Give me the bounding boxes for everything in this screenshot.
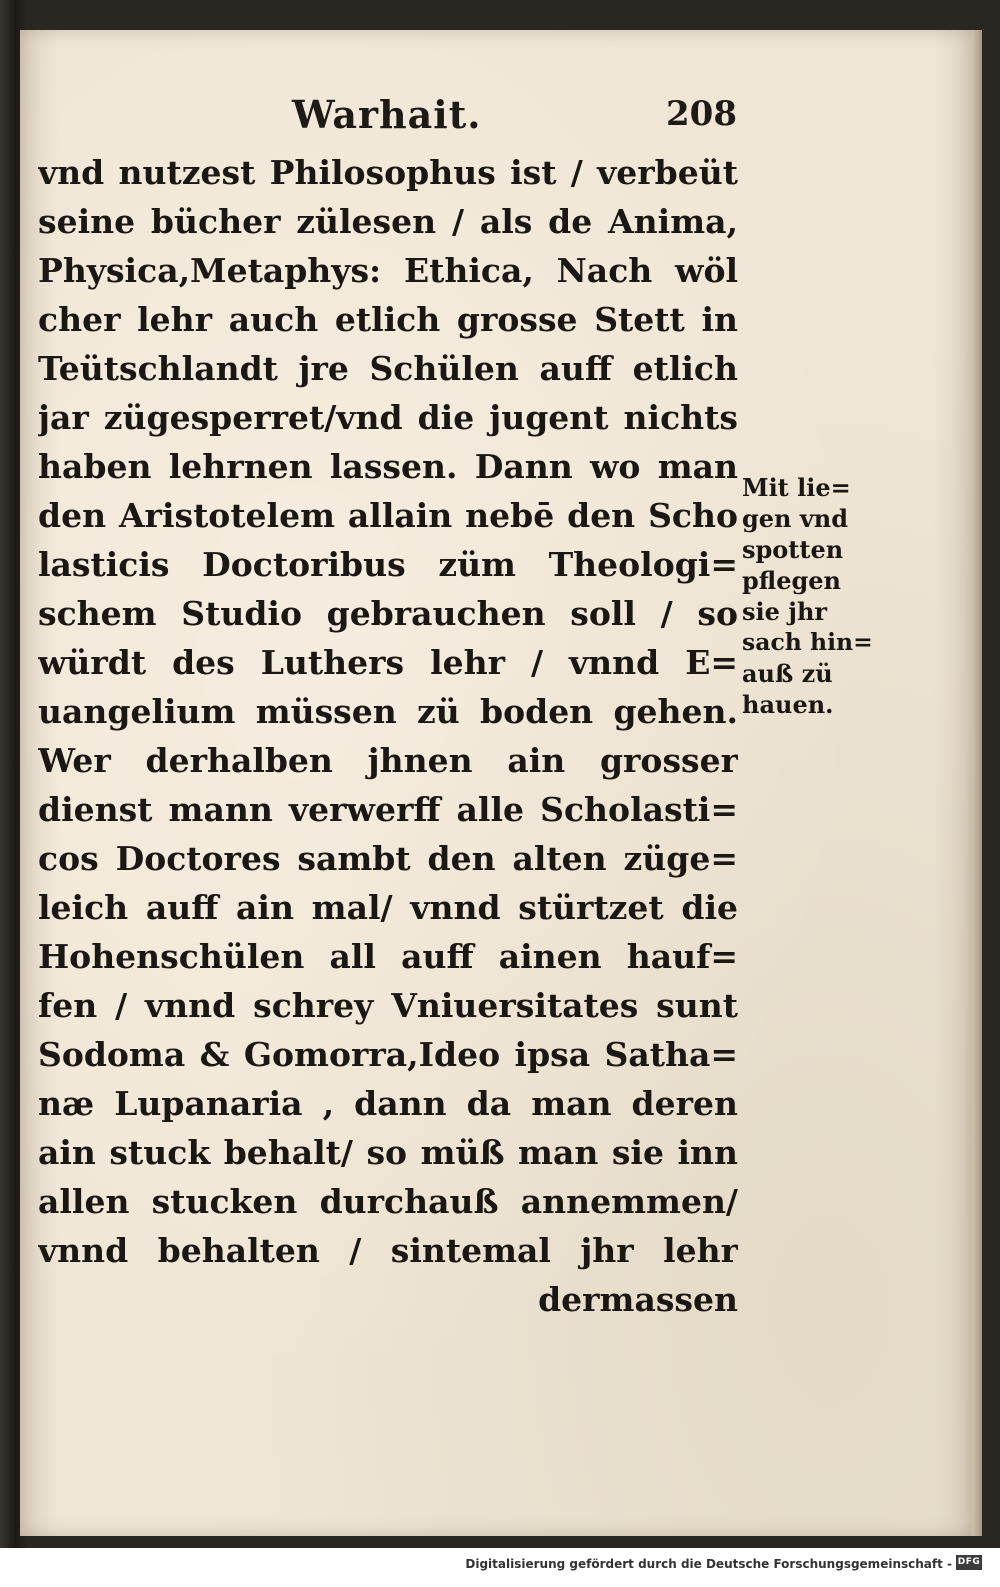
text-line: næ Lupanaria , dann da man deren xyxy=(38,1084,738,1123)
text-line: Teütschlandt jre Schülen auff etlich xyxy=(38,349,738,388)
text-line: ain stuck behalt/ so müß man sie inn xyxy=(38,1133,738,1172)
text-line: jar zügesperret/vnd die jugent nichts xyxy=(38,398,738,437)
text-line: würdt des Luthers lehr / vnnd E= xyxy=(38,643,738,682)
text-line: Sodoma & Gomorra,Ideo ipsa Satha= xyxy=(38,1035,738,1074)
text-line: fen / vnnd schrey Vniuersitates sunt xyxy=(38,986,738,1025)
text-line: uangelium müssen zü boden gehen. xyxy=(38,692,738,731)
catchword: dermassen xyxy=(538,1280,738,1319)
marginal-note-line: hauen. xyxy=(742,690,834,719)
marginal-note-line: Mit lie= xyxy=(742,473,851,502)
page-number: 208 xyxy=(666,94,737,134)
text-line: Wer derhalben jhnen ain grosser xyxy=(38,741,738,780)
running-head: Warhait. xyxy=(292,92,482,137)
funding-credit: Digitalisierung gefördert durch die Deutsche Forschungsgemeinschaft - xyxy=(465,1557,952,1571)
text-line: Hohenschülen all auff ainen hauf= xyxy=(38,937,738,976)
text-line: vnnd behalten / sintemal jhr lehr xyxy=(38,1231,738,1270)
dfg-logo: DFG xyxy=(956,1555,982,1570)
text-line: allen stucken durchauß annemmen/ xyxy=(38,1182,738,1221)
marginal-note-line: auß zü xyxy=(742,659,833,688)
text-line: schem Studio gebrauchen soll / so xyxy=(38,594,738,633)
marginal-note xyxy=(742,472,872,720)
text-line: Physica,Metaphys: Ethica, Nach wöl xyxy=(38,251,738,290)
marginal-note-line: sie jhr xyxy=(742,597,828,626)
marginal-note-line: gen vnd xyxy=(742,504,849,533)
marginal-note-line: spotten xyxy=(742,535,844,564)
text-line: vnd nutzest Philosophus ist / verbeüt xyxy=(38,153,738,192)
page-header xyxy=(20,92,972,152)
marginal-note-line: pflegen xyxy=(742,566,841,595)
body-text xyxy=(38,148,738,1324)
text-line: leich auff ain mal/ vnnd stürtzet die xyxy=(38,888,738,927)
text-line: lasticis Doctoribus züm Theologi= xyxy=(38,545,738,584)
marginal-note-line: sach hin= xyxy=(742,628,873,656)
text-line: cos Doctores sambt den alten züge= xyxy=(38,839,738,878)
text-line: dienst mann verwerff alle Scholasti= xyxy=(38,790,738,829)
text-line: den Aristotelem allain nebē den Scho xyxy=(38,496,738,535)
book-page xyxy=(20,30,972,1536)
text-line: cher lehr auch etlich grosse Stett in xyxy=(38,300,738,339)
page-edge xyxy=(972,30,982,1536)
text-line: haben lehrnen lassen. Dann wo man xyxy=(38,447,738,486)
text-line: seine bücher zülesen / als de Anima, xyxy=(38,202,738,241)
